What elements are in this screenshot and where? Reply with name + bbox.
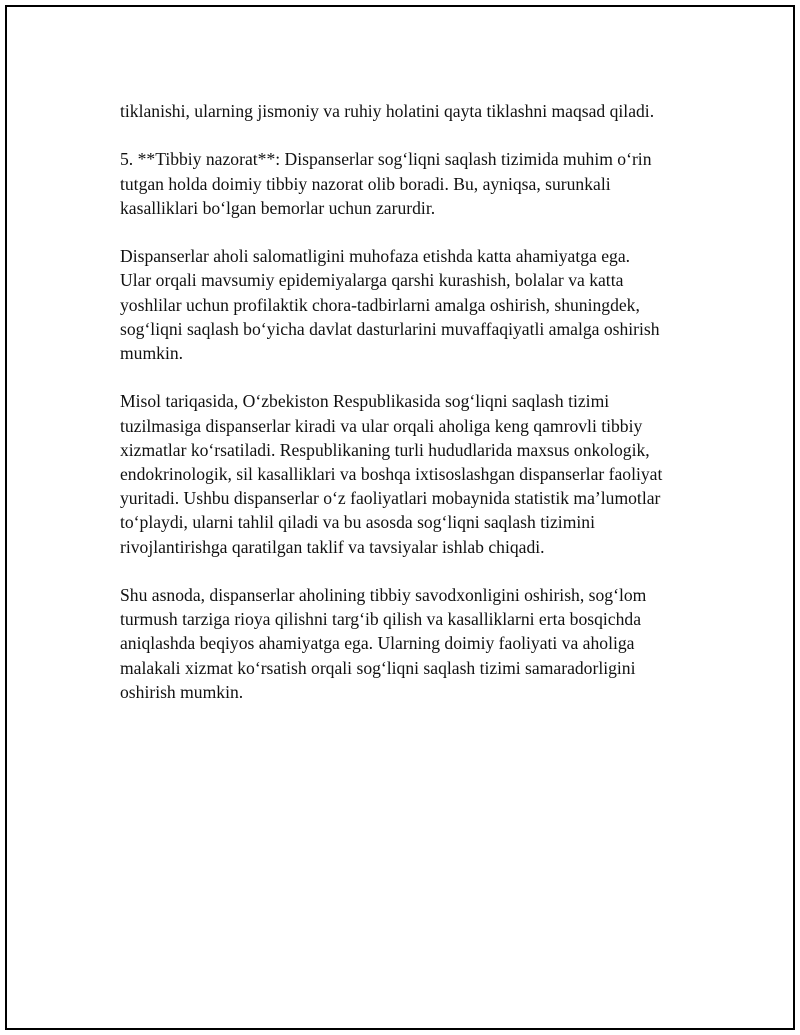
- text-line: Dispanserlar aholi salomatligini muhofaza etishda katta ahamiyatga ega.: [120, 246, 631, 267]
- text-line: yoshlilar uchun profilaktik chora-tadbirlarni amalga oshirish, shuningdek,: [120, 294, 640, 315]
- document-page: [5, 5, 795, 1030]
- text-line: yuritadi. Ushbu dispanserlar o‘z faoliyatlari mobaynida statistik ma’lumotlar: [120, 488, 661, 509]
- text-line: mumkin.: [120, 343, 184, 363]
- text-line: xizmatlar ko‘rsatiladi. Respublikaning turli hududlarida maxsus onkologik,: [120, 439, 650, 460]
- text-line: Shu asnoda, dispanserlar aholining tibbiy savodxonligini oshirish, sog‘lom: [120, 585, 647, 605]
- text-line: aniqlashda beqiyos ahamiyatga ega. Ularning doimiy faoliyati va aholiga: [120, 633, 635, 654]
- document-body: [120, 99, 710, 704]
- text-line: sog‘liqni saqlash bo‘yicha davlat dasturlarini muvaffaqiyatli amalga oshirish: [120, 318, 660, 339]
- text-line: to‘playdi, ularni tahlil qiladi va bu asosda sog‘liqni saqlash tizimini: [120, 512, 595, 533]
- text-line: rivojlantirishga qaratilgan taklif va tavsiyalar ishlab chiqadi.: [120, 536, 545, 557]
- text-line: oshirish mumkin.: [120, 681, 244, 702]
- paragraph-public-health-importance: [120, 244, 710, 365]
- text-line: 5. **Tibbiy nazorat**: Dispanserlar sog‘liqni saqlash tizimida muhim o‘rin: [120, 149, 652, 170]
- paragraph-conclusion: [120, 583, 710, 704]
- text-line: kasalliklari bo‘lgan bemorlar uchun zarurdir.: [120, 197, 436, 218]
- paragraph-medical-supervision: [120, 147, 710, 220]
- text-line: Misol tariqasida, O‘zbekiston Respublikasida sog‘liqni saqlash tizimi: [120, 391, 610, 412]
- text-line: tiklanishi, ularning jismoniy va ruhiy holatini qayta tiklashni maqsad qiladi.: [120, 101, 655, 121]
- text-line: tuzilmasiga dispanserlar kiradi va ular orqali aholiga keng qamrovli tibbiy: [120, 415, 643, 436]
- paragraph-uzbekistan-example: [120, 389, 710, 558]
- text-line: Ular orqali mavsumiy epidemiyalarga qarshi kurashish, bolalar va katta: [120, 270, 624, 291]
- paragraph-continuation: [120, 99, 710, 123]
- text-line: tutgan holda doimiy tibbiy nazorat olib boradi. Bu, ayniqsa, surunkali: [120, 173, 611, 194]
- text-line: turmush tarziga rioya qilishni targ‘ib qilish va kasalliklarni erta bosqichda: [120, 609, 642, 630]
- text-line: malakali xizmat ko‘rsatish orqali sog‘liqni saqlash tizimi samaradorligini: [120, 657, 636, 678]
- text-line: endokrinologik, sil kasalliklari va boshqa ixtisoslashgan dispanserlar faoliyat: [120, 464, 663, 484]
